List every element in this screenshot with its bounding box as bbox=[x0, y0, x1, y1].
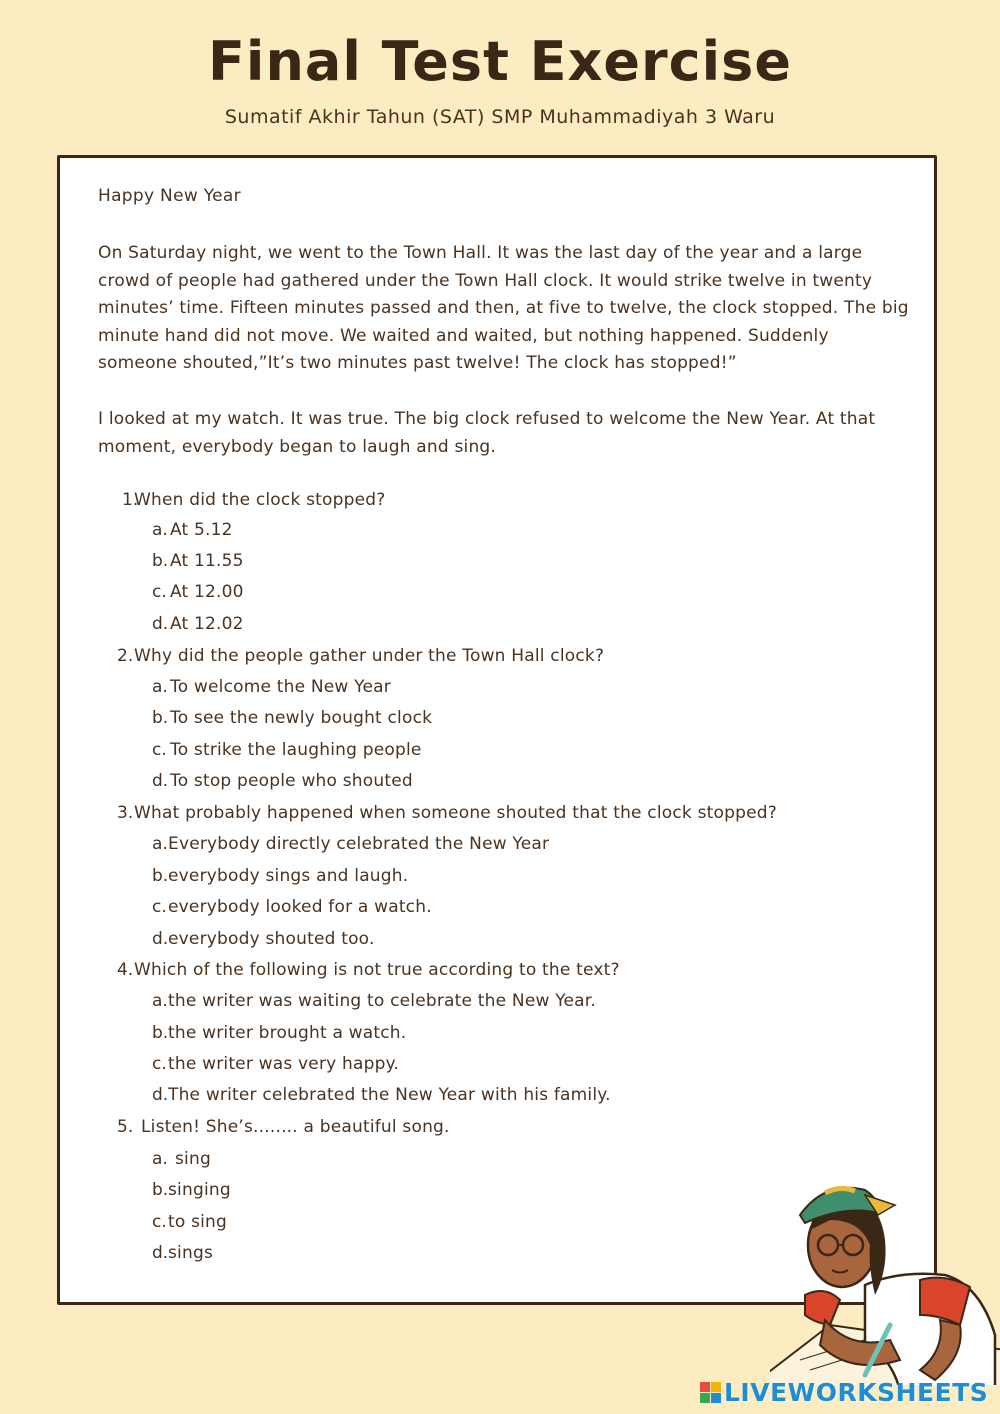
option-letter: d. bbox=[152, 1085, 169, 1105]
option-letter: d. bbox=[152, 771, 169, 791]
footer-brand-text: LIVEWORKSHEETS bbox=[724, 1378, 989, 1407]
option-text[interactable]: everybody shouted too. bbox=[168, 929, 375, 949]
option-letter: c. bbox=[152, 1212, 167, 1232]
option-text[interactable]: The writer celebrated the New Year with his family. bbox=[168, 1085, 611, 1105]
question-text: Why did the people gather under the Town Hall clock? bbox=[134, 646, 605, 666]
option-text[interactable]: To strike the laughing people bbox=[170, 740, 422, 760]
question-number: 4. bbox=[117, 960, 134, 980]
option-letter: b. bbox=[152, 1180, 169, 1200]
option-letter: a. bbox=[152, 520, 168, 540]
reading-paragraph: I looked at my watch. It was true. The big clock refused to welcome the New Year. At that moment, everybody began to laugh and sing. bbox=[98, 409, 876, 457]
option-text[interactable]: At 12.00 bbox=[170, 582, 244, 602]
option-letter: a. bbox=[152, 1149, 168, 1169]
footer-brand[interactable] bbox=[700, 1376, 1000, 1410]
page-subtitle: Sumatif Akhir Tahun (SAT) SMP Muhammadiyah 3 Waru bbox=[224, 106, 776, 128]
option-text[interactable]: At 5.12 bbox=[170, 520, 233, 540]
question-number: 5. bbox=[117, 1117, 134, 1137]
option-text[interactable]: sing bbox=[175, 1149, 211, 1169]
option-letter: c. bbox=[152, 740, 167, 760]
option-text[interactable]: the writer was waiting to celebrate the New Year. bbox=[168, 991, 597, 1011]
option-text[interactable]: Everybody directly celebrated the New Year bbox=[168, 834, 550, 854]
option-letter: d. bbox=[152, 614, 169, 634]
option-letter: d. bbox=[152, 929, 169, 949]
option-letter: b. bbox=[152, 551, 169, 571]
option-text[interactable]: To see the newly bought clock bbox=[170, 708, 433, 728]
option-letter: c. bbox=[152, 582, 167, 602]
option-text[interactable]: At 11.55 bbox=[170, 551, 244, 571]
page-title: Final Test Exercise bbox=[208, 30, 792, 93]
option-text[interactable]: the writer was very happy. bbox=[168, 1054, 400, 1074]
reading-paragraph: On Saturday night, we went to the Town Hall. It was the last day of the year and a large crowd of people had gathered under the Town Hall clock. It would strike twelve in twenty minutes’ time. Fifteen minutes passed and then, at five to twelve, the clock stopped. The big minute hand did not move. We waited and waited, but nothing happened. Suddenly someone shouted,”It’s two minutes past twelve! The clock has stopped!” bbox=[98, 243, 909, 373]
question-text: Which of the following is not true according to the text? bbox=[134, 960, 620, 980]
reading-title: Happy New Year bbox=[98, 186, 241, 206]
question-text: What probably happened when someone shouted that the clock stopped? bbox=[134, 803, 777, 823]
option-text[interactable]: To stop people who shouted bbox=[170, 771, 413, 791]
question-text: When did the clock stopped? bbox=[134, 490, 386, 510]
option-text[interactable]: everybody looked for a watch. bbox=[168, 897, 432, 917]
option-text[interactable]: At 12.02 bbox=[170, 614, 244, 634]
student-writing-illustration-icon bbox=[770, 1175, 1000, 1385]
option-letter: b. bbox=[152, 1023, 169, 1043]
option-letter: b. bbox=[152, 866, 169, 886]
option-letter: a. bbox=[152, 677, 168, 697]
option-letter: a. bbox=[152, 834, 168, 854]
question-number: 2. bbox=[117, 646, 134, 666]
option-letter: c. bbox=[152, 1054, 167, 1074]
liveworksheets-logo-icon bbox=[700, 1382, 722, 1404]
question-text: Listen! She’s........ a beautiful song. bbox=[141, 1117, 450, 1137]
option-text[interactable]: to sing bbox=[168, 1212, 228, 1232]
option-text[interactable]: singing bbox=[168, 1180, 231, 1200]
option-letter: a. bbox=[152, 991, 168, 1011]
option-letter: c. bbox=[152, 897, 167, 917]
option-text[interactable]: sings bbox=[168, 1243, 214, 1263]
question-number: 3. bbox=[117, 803, 134, 823]
option-text[interactable]: everybody sings and laugh. bbox=[168, 866, 409, 886]
option-letter: b. bbox=[152, 708, 169, 728]
option-text[interactable]: To welcome the New Year bbox=[170, 677, 391, 697]
option-text[interactable]: the writer brought a watch. bbox=[168, 1023, 407, 1043]
option-letter: d. bbox=[152, 1243, 169, 1263]
question-number: 1. bbox=[122, 490, 139, 510]
